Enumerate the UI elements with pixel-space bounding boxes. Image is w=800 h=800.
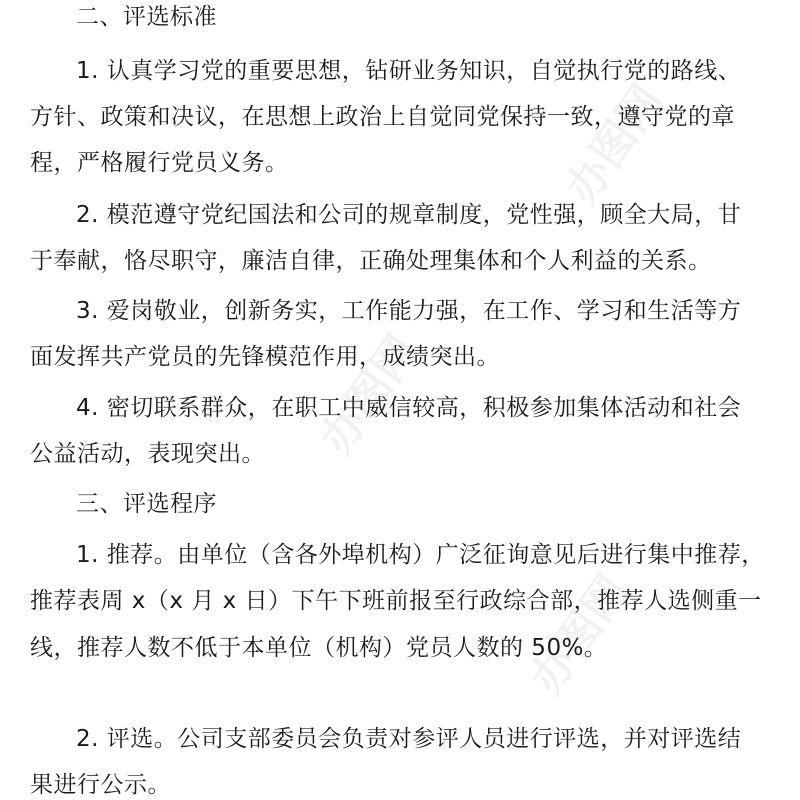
criteria-item-1-line-1: 1. 认真学习党的重要思想，钻研业务知识，自觉执行党的路线、 <box>76 58 742 84</box>
procedure-item-2-line-1: 2. 评选。公司支部委员会负责对参评人员进行评选，并对评选结 <box>76 726 742 752</box>
criteria-item-3-line-1: 3. 爱岗敬业，创新务实，工作能力强，在工作、学习和生活等方 <box>76 298 742 324</box>
watermark: 办图网 <box>520 565 639 704</box>
criteria-item-3-line-2: 面发挥共产党员的先锋模范作用，成绩突出。 <box>30 344 500 370</box>
criteria-item-4-line-1: 4. 密切联系群众，在职工中威信较高，积极参加集体活动和社会 <box>76 395 742 421</box>
watermark: 办图网 <box>555 75 674 214</box>
procedure-item-1-line-3: 线，推荐人数不低于本单位（机构）党员人数的 50%。 <box>30 635 608 661</box>
criteria-item-2-line-2: 于奉献，恪尽职守，廉洁自律，正确处理集体和个人利益的关系。 <box>30 248 712 274</box>
procedure-item-1-line-1: 1. 推荐。由单位（含各外埠机构）广泛征询意见后进行集中推荐， <box>76 542 765 568</box>
criteria-item-1-line-2: 方针、政策和决议，在思想上政治上自觉同党保持一致，遵守党的章 <box>30 104 735 130</box>
criteria-item-4-line-2: 公益活动，表现突出。 <box>30 441 265 467</box>
procedure-item-1-line-2: 推荐表周 x（x 月 x 日）下午下班前报至行政综合部，推荐人选侧重一 <box>30 588 762 614</box>
criteria-item-1-line-3: 程，严格履行党员义务。 <box>30 150 289 176</box>
section-heading-criteria: 二、评选标准 <box>76 4 217 30</box>
watermark: 办图网 <box>310 325 429 464</box>
section-heading-procedure: 三、评选程序 <box>76 491 217 517</box>
procedure-item-2-line-2: 果进行公示。 <box>30 772 171 798</box>
criteria-item-2-line-1: 2. 模范遵守党纪国法和公司的规章制度，党性强，顾全大局，甘 <box>76 202 742 228</box>
